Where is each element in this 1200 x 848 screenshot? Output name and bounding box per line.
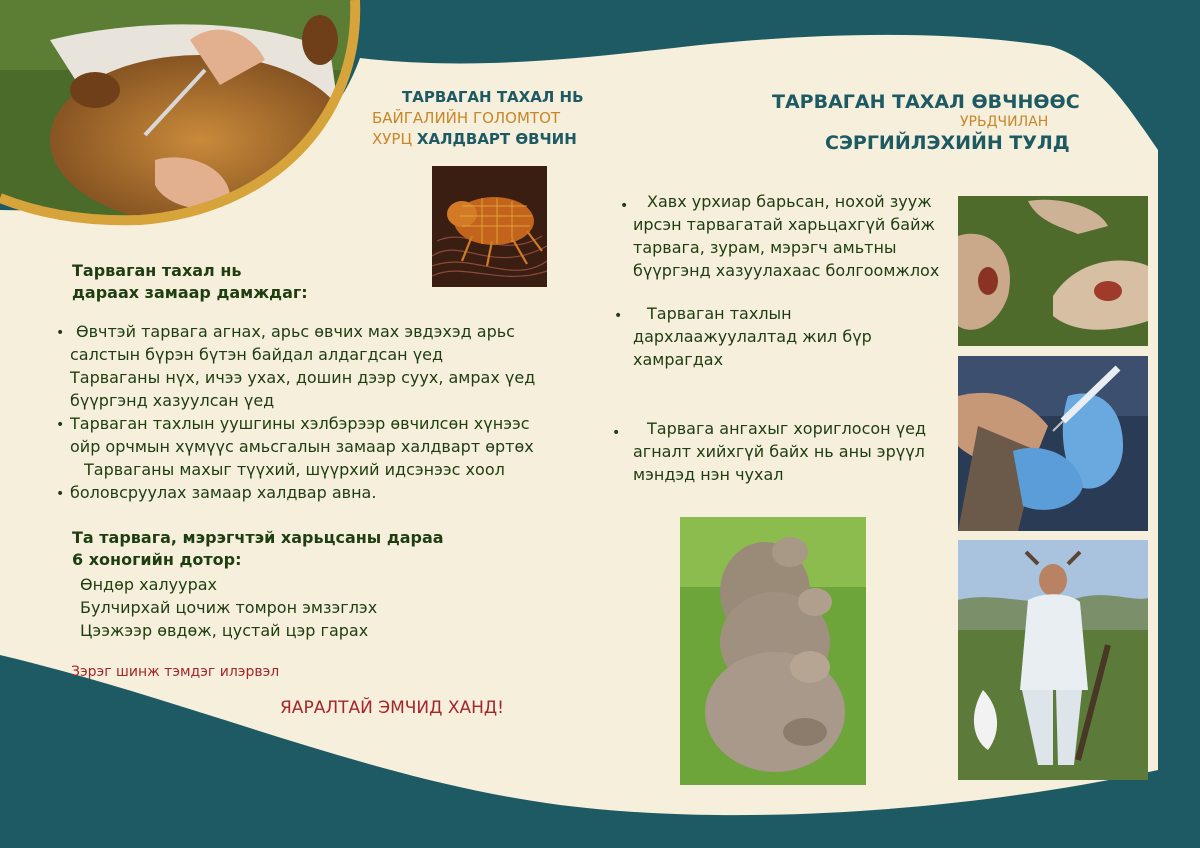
flea-photo [432,166,547,287]
prevention-line: тарвага, зурам, мэрэгч амьтны [633,238,897,257]
prevention-line: Тарвага ангахыг хориглосон үед [647,419,927,438]
transmission-heading-line1: Тарваган тахал нь [72,261,242,280]
vaccination-photo [958,356,1148,531]
prevention-line: хамрагдах [633,350,724,369]
right-title-line1: ТАРВАГАН ТАХАЛ ӨВЧНӨӨС [772,91,1080,113]
transmission-line: боловсруулах замаар халдвар авна. [70,483,377,502]
prevention-line: бүүргэнд хазуулахаас болгоомжлох [633,261,940,280]
transmission-line: салстын бүрэн бүтэн байдал алдагдсан үед [70,345,444,364]
symptom-item: Өндөр халуурах [80,575,218,594]
marmots-photo [680,517,866,785]
transmission-heading [72,260,308,304]
symptoms-heading-line2: 6 хоногийн дотор: [72,550,242,569]
right-title-line2: УРЬДЧИЛАН [960,114,1049,130]
transmission-line: Өвчтэй тарвага агнах, арьс өвчих мах эвдэхэд арьс [76,322,515,341]
symptoms-heading-line1: Та тарвага, мэрэгчтэй харьцсаны дараа [72,528,444,547]
transmission-line: Тарваганы махыг түүхий, шүүрхий идсэнээс хоол [84,460,505,479]
left-title-line2: БАЙГАЛИЙН ГОЛОМТОТ [372,109,561,127]
bullet-icon: • [614,308,623,324]
bullet-icon: • [56,486,65,502]
left-title-line1: ТАРВАГАН ТАХАЛ НЬ [402,88,584,106]
right-title-line3: СЭРГИЙЛЭХИЙН ТУЛД [825,132,1070,154]
transmission-line: ойр орчмын хүмүүс амьсгалын замаар халдварт өртөх [70,437,534,456]
left-title-prefix: ХУРЦ [372,130,413,148]
symptoms-heading [72,527,444,571]
symptom-item: Булчирхай цочиж томрон эмзэглэх [80,598,378,617]
bullet-icon: • [620,198,629,214]
prevention-line: ирсэн тарвагатай харьцахгүй байж [633,215,935,234]
prevention-line: дархлаажуулалтад жил бүр [633,327,872,346]
left-title-line3 [372,130,577,148]
bullet-icon: • [56,325,65,341]
transmission-line: Тарваган тахлын уушгины хэлбэрээр өвчилсөн хүнээс [70,414,530,433]
prevention-line: мэндэд нэн чухал [633,465,784,484]
warning-big-text: ЯАРАЛТАЙ ЭМЧИД ХАНД! [280,698,504,718]
symptom-item: Цээжээр өвдөж, цустай цэр гарах [80,621,369,640]
prevention-line: Хавх урхиар барьсан, нохой зууж [647,192,932,211]
prevention-line: агналт хийхгүй байх нь аны эрүүл [633,442,925,461]
bullet-icon: • [56,417,65,433]
skinning-photo [0,0,380,260]
prevention-line: Тарваган тахлын [647,304,792,323]
warning-small-text: Зэрэг шинж тэмдэг илэрвэл [71,664,280,680]
left-title-bold: ХАЛДВАРТ ӨВЧИН [416,130,577,148]
transmission-line: бүүргэнд хазуулсан үед [70,391,275,410]
transmission-heading-line2: дараах замаар дамждаг: [72,283,308,302]
prevention-item-3 [633,417,926,486]
hunter-photo [958,540,1148,780]
prevention-item-2 [633,302,872,371]
bullet-icon: • [612,425,621,441]
transmission-line: Тарваганы нүх, ичээ ухах, дошин дээр суух, амрах үед [70,368,536,387]
prevention-item-1 [633,190,939,282]
marmot-pelts-photo [958,196,1148,346]
